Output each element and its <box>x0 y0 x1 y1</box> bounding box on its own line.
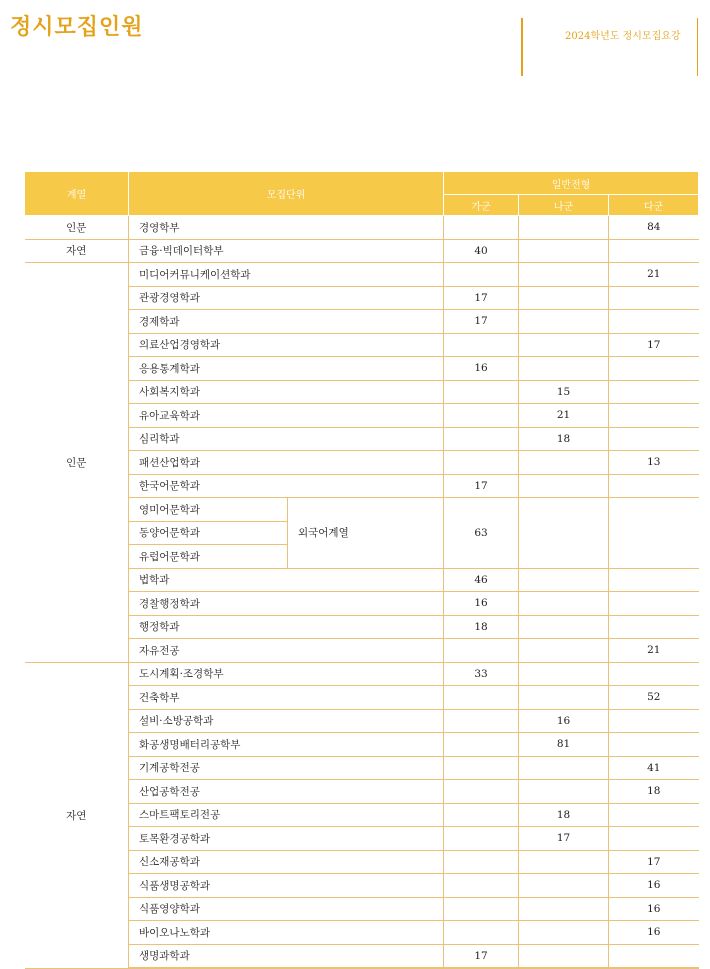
na-cell <box>519 592 609 616</box>
na-cell <box>519 498 609 569</box>
na-cell <box>519 310 609 334</box>
da-cell <box>609 803 699 827</box>
header-divider <box>521 18 523 76</box>
ga-cell: 16 <box>444 592 519 616</box>
da-cell <box>609 357 699 381</box>
ga-cell: 17 <box>444 474 519 498</box>
ga-cell <box>444 850 519 874</box>
header-da: 다군 <box>609 195 699 216</box>
unit-cell: 패션산업학과 <box>129 451 444 475</box>
unit-cell: 영미어문학과 <box>129 498 288 522</box>
unit-cell: 화공생명배터리공학부 <box>129 733 444 757</box>
unit-cell: 설비·소방공학과 <box>129 709 444 733</box>
ga-cell <box>444 451 519 475</box>
da-cell <box>609 380 699 404</box>
unit-cell: 행정학과 <box>129 615 444 639</box>
unit-cell: 산업공학전공 <box>129 780 444 804</box>
da-cell: 16 <box>609 874 699 898</box>
unit-cell: 토목환경공학과 <box>129 827 444 851</box>
da-cell: 41 <box>609 756 699 780</box>
na-cell <box>519 474 609 498</box>
ga-cell <box>444 333 519 357</box>
na-cell <box>519 921 609 945</box>
da-cell: 17 <box>609 850 699 874</box>
da-cell <box>609 239 699 263</box>
na-cell <box>519 756 609 780</box>
unit-cell: 바이오나노학과 <box>129 921 444 945</box>
ga-cell: 17 <box>444 310 519 334</box>
table-row <box>25 239 699 263</box>
da-cell: 21 <box>609 263 699 287</box>
unit-cell: 도시계획·조경학부 <box>129 662 444 686</box>
na-cell: 17 <box>519 827 609 851</box>
da-cell <box>609 498 699 569</box>
unit-cell: 생명과학과 <box>129 944 444 968</box>
da-cell <box>609 568 699 592</box>
unit-cell: 경제학과 <box>129 310 444 334</box>
unit-cell: 의료산업경영학과 <box>129 333 444 357</box>
category-cell: 인문 <box>25 216 129 240</box>
na-cell <box>519 286 609 310</box>
group-cell: 외국어계열 <box>288 498 444 569</box>
unit-cell: 유럽어문학과 <box>129 545 288 569</box>
na-cell <box>519 263 609 287</box>
header-ga: 가군 <box>444 195 519 216</box>
ga-cell <box>444 827 519 851</box>
ga-cell <box>444 639 519 663</box>
da-cell: 52 <box>609 686 699 710</box>
na-cell <box>519 216 609 240</box>
da-cell <box>609 286 699 310</box>
guide-title: 2024학년도 정시모집요강 <box>565 31 681 42</box>
unit-cell: 경찰행정학과 <box>129 592 444 616</box>
unit-cell: 사회복지학과 <box>129 380 444 404</box>
unit-cell: 응용통계학과 <box>129 357 444 381</box>
category-cell: 인문 <box>25 263 129 663</box>
admission-quota-table <box>24 171 699 969</box>
table-row <box>25 216 699 240</box>
na-cell <box>519 662 609 686</box>
da-cell: 18 <box>609 780 699 804</box>
da-cell: 84 <box>609 216 699 240</box>
na-cell <box>519 357 609 381</box>
unit-cell: 동양어문학과 <box>129 521 288 545</box>
na-cell <box>519 686 609 710</box>
na-cell <box>519 944 609 968</box>
na-cell <box>519 568 609 592</box>
unit-cell: 심리학과 <box>129 427 444 451</box>
da-cell <box>609 615 699 639</box>
page-title: 정시모집인원 <box>10 15 144 40</box>
header-category: 계열 <box>25 172 129 216</box>
unit-cell: 식품생명공학과 <box>129 874 444 898</box>
ga-cell: 17 <box>444 944 519 968</box>
table-row <box>25 662 699 686</box>
table-row <box>25 263 699 287</box>
unit-cell: 미디어커뮤니케이션학과 <box>129 263 444 287</box>
unit-cell: 스마트팩토리전공 <box>129 803 444 827</box>
na-cell <box>519 897 609 921</box>
da-cell <box>609 404 699 428</box>
na-cell <box>519 615 609 639</box>
ga-cell <box>444 380 519 404</box>
na-cell: 18 <box>519 427 609 451</box>
da-cell <box>609 427 699 451</box>
na-cell: 81 <box>519 733 609 757</box>
ga-cell <box>444 733 519 757</box>
da-cell: 16 <box>609 897 699 921</box>
unit-cell: 법학과 <box>129 568 444 592</box>
da-cell <box>609 944 699 968</box>
da-cell <box>609 474 699 498</box>
na-cell <box>519 239 609 263</box>
ga-cell <box>444 216 519 240</box>
na-cell <box>519 639 609 663</box>
unit-cell: 유아교육학과 <box>129 404 444 428</box>
da-cell: 21 <box>609 639 699 663</box>
da-cell <box>609 310 699 334</box>
unit-cell: 관광경영학과 <box>129 286 444 310</box>
na-cell: 15 <box>519 380 609 404</box>
da-cell: 17 <box>609 333 699 357</box>
ga-cell <box>444 897 519 921</box>
ga-cell <box>444 709 519 733</box>
na-cell <box>519 333 609 357</box>
da-cell <box>609 662 699 686</box>
unit-cell: 한국어문학과 <box>129 474 444 498</box>
ga-cell <box>444 803 519 827</box>
ga-cell: 18 <box>444 615 519 639</box>
ga-cell: 17 <box>444 286 519 310</box>
da-cell <box>609 733 699 757</box>
unit-cell: 금융·빅데이터학부 <box>129 239 444 263</box>
unit-cell: 경영학부 <box>129 216 444 240</box>
da-cell: 16 <box>609 921 699 945</box>
na-cell <box>519 850 609 874</box>
ga-cell <box>444 874 519 898</box>
ga-cell <box>444 404 519 428</box>
category-cell: 자연 <box>25 239 129 263</box>
ga-cell <box>444 780 519 804</box>
ga-cell <box>444 921 519 945</box>
unit-cell: 식품영양학과 <box>129 897 444 921</box>
na-cell: 16 <box>519 709 609 733</box>
unit-cell: 건축학부 <box>129 686 444 710</box>
na-cell: 21 <box>519 404 609 428</box>
na-cell: 18 <box>519 803 609 827</box>
ga-cell: 46 <box>444 568 519 592</box>
ga-cell: 16 <box>444 357 519 381</box>
ga-cell: 33 <box>444 662 519 686</box>
na-cell <box>519 780 609 804</box>
ga-cell <box>444 427 519 451</box>
ga-cell: 40 <box>444 239 519 263</box>
ga-cell <box>444 686 519 710</box>
unit-cell: 기계공학전공 <box>129 756 444 780</box>
unit-cell: 신소재공학과 <box>129 850 444 874</box>
ga-cell: 63 <box>444 498 519 569</box>
da-cell <box>609 827 699 851</box>
header-general: 일반전형 <box>444 172 699 195</box>
header-unit: 모집단위 <box>129 172 444 216</box>
na-cell <box>519 874 609 898</box>
header-edge <box>697 18 698 76</box>
category-cell: 자연 <box>25 662 129 968</box>
da-cell: 13 <box>609 451 699 475</box>
ga-cell <box>444 263 519 287</box>
header-na: 나군 <box>519 195 609 216</box>
ga-cell <box>444 756 519 780</box>
da-cell <box>609 592 699 616</box>
unit-cell: 자유전공 <box>129 639 444 663</box>
da-cell <box>609 709 699 733</box>
na-cell <box>519 451 609 475</box>
